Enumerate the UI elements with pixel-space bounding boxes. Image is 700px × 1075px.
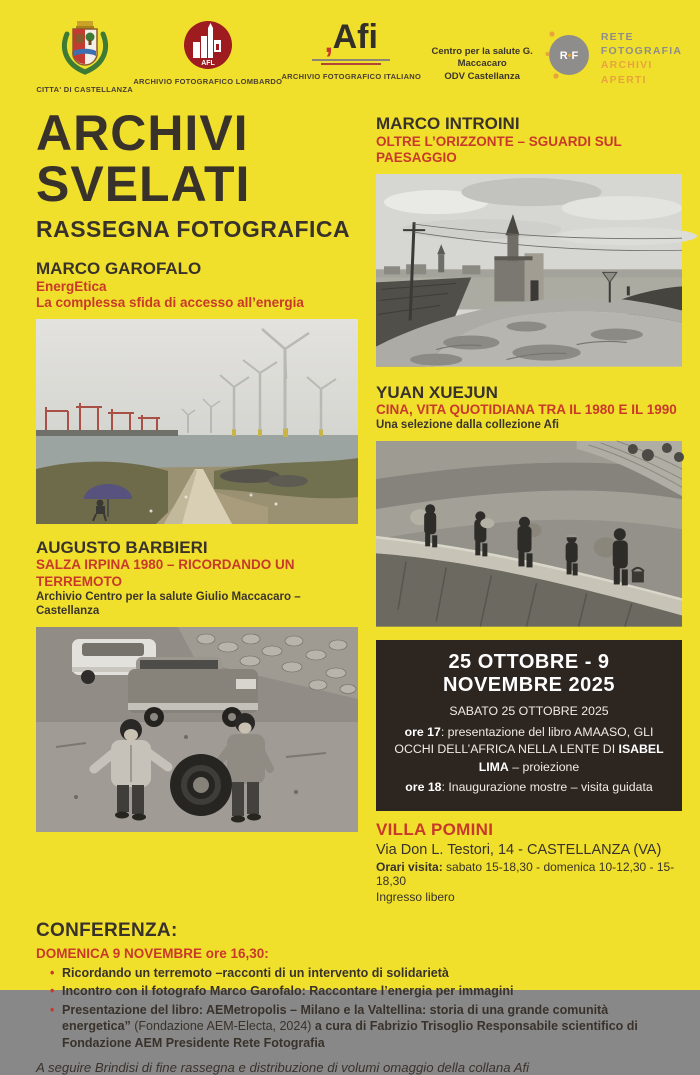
centro-line2: ODV Castellanza (444, 70, 520, 82)
conference-section (0, 904, 700, 1075)
artist-name: YUAN XUEJUN (376, 382, 498, 402)
venue-name: VILLA POMINI (376, 819, 494, 839)
svg-text:R•F: R•F (559, 50, 579, 62)
garofalo-photo-windfarm (36, 319, 358, 524)
exhibit-title: SALZA IRPINA 1980 – RICORDANDO UN TERREMOTO (36, 557, 295, 589)
castellanza-coat-of-arms-icon (59, 20, 111, 78)
artist-name: MARCO INTROINI (376, 114, 520, 133)
afi-wordmark: , Afi (324, 18, 378, 59)
conference-agenda (36, 965, 680, 1052)
right-column (376, 108, 682, 904)
rete-line1: RETE (600, 31, 634, 43)
closing-note: A seguire Brindisi di fine rassegna e distribuzione di volumi omaggio della collana Afi (36, 1060, 530, 1075)
exhibit-title: EnergEtica (36, 278, 107, 294)
exhibit-credit: Una selezione dalla collezione Afi (376, 419, 559, 432)
conference-heading: CONFERENZA: (36, 919, 178, 941)
rete-line4: APERTI (600, 73, 647, 86)
artist-name: AUGUSTO BARBIERI (36, 537, 208, 557)
venue-hours: Orari visita: sabato 15-18,30 - domenica 10-12,30 - 15-18,30 (376, 859, 675, 888)
exhibition-dates: 25 OTTOBRE - 9 NOVEMBRE 2025 (442, 651, 616, 697)
agenda-item: • Ricordando un terremoto –racconti di un intervento di solidarietà (50, 965, 680, 982)
rete-fotografia-logo (544, 20, 682, 87)
main-content (0, 94, 700, 904)
venue-address: Via Don L. Testori, 14 - CASTELLANZA (VA) (376, 841, 662, 858)
ore17-line: ore 17: presentazione del libro AMAASO, GLI OCCHI DELL’AFRICA NELLA LENTE DI ISABEL LIMA – proiezione (394, 724, 664, 774)
logo-caption: ARCHIVIO FOTOGRAFICO ITALIANO (281, 72, 422, 81)
agenda-item: • Presentazione del libro: AEMetropolis – Milano e la Valtellina: storia di una grande comunità energetica” (Fondazione AEM-Electa, 2024) a cura di Fabrizio Trisoglio Responsabile scientifico di Fondazione AEM Presidente Rete Fotografia (50, 1002, 680, 1052)
introini-section-heading (376, 114, 682, 166)
tire (170, 754, 232, 816)
poster-title-line1: ARCHIVI (36, 105, 249, 161)
poster-subtitle: RASSEGNA FOTOGRAFICA (36, 216, 351, 242)
artist-name: MARCO GAROFALO (36, 259, 202, 278)
rete-line2: FOTOGRAFIA (600, 45, 683, 58)
centro-salute-text (420, 46, 544, 83)
venue-info (376, 820, 682, 904)
logo-caption: ARCHIVIO FOTOGRAFICO LOMBARDO (133, 77, 283, 86)
agenda-item: • Incontro con il fotografo Marco Garofalo: Raccontare l’energia per immagini (50, 983, 680, 1000)
afl-logo (133, 20, 282, 86)
logo-caption: CITTA' DI CASTELLANZA (36, 85, 133, 94)
opening-day: SABATO 25 OTTOBRE 2025 (449, 704, 609, 719)
venue-admission: Ingresso libero (376, 889, 455, 904)
header-logos (0, 0, 700, 94)
garofalo-section-heading (36, 259, 358, 311)
exhibit-title: OLTRE L’ORIZZONTE – SGUARDI SUL PAESAGGIO (376, 133, 622, 165)
xuejun-photo-terraces (376, 441, 682, 627)
exhibit-subtitle: La complessa sfida di accesso all’energia (36, 294, 304, 310)
left-column (36, 105, 358, 904)
rete-line3: ARCHIVI (600, 59, 653, 72)
afl-logo-icon (183, 20, 233, 70)
barbieri-section-heading (36, 538, 358, 619)
schedule-box (376, 640, 682, 810)
centro-line1: Centro per la salute G. Maccacaro (431, 46, 533, 70)
conference-date: DOMENICA 9 NOVEMBRE ore 16,30: (36, 945, 269, 961)
afi-logo (282, 20, 420, 81)
svg-text:AFL: AFL (200, 60, 215, 67)
barbieri-photo-children-tire (36, 627, 358, 832)
rf-badge-icon (544, 30, 592, 82)
exhibit-title: CINA, VITA QUOTIDIANA TRA IL 1980 E IL 1990 (376, 402, 677, 418)
ore18-line: ore 18: Inaugurazione mostre – visita guidata (405, 780, 653, 795)
xuejun-section-heading (376, 383, 682, 433)
castellanza-logo (36, 20, 133, 94)
afi-smallprint-lines (312, 57, 390, 65)
poster-title-line2: SVELATI (36, 156, 251, 212)
introini-photo-landscape (376, 174, 682, 367)
afi-comma-mark: , (324, 26, 333, 59)
exhibit-credit: Archivio Centro per la salute Giulio Maccacaro – Castellanza (36, 590, 301, 618)
